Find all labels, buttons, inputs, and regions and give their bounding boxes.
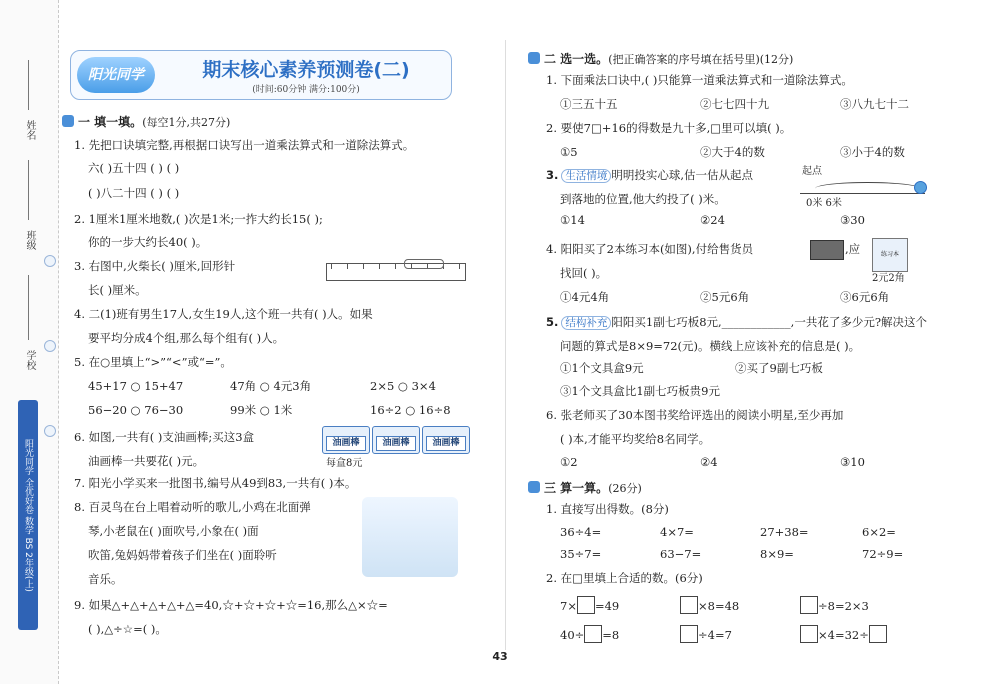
brand-logo: 阳光同学: [77, 57, 155, 93]
school-line: [28, 275, 29, 340]
exam-info: (时间:60分钟 满分:100分): [252, 85, 360, 95]
option: ③八九七十二: [840, 97, 909, 111]
binding-margin: [0, 0, 59, 684]
option: ②七七四十九: [700, 97, 769, 111]
calc-item: 4×7=: [660, 525, 694, 539]
calc-item: 35÷7=: [560, 547, 602, 561]
question-4-line2: 要平均分成4个组,那么每个组有( )人。: [88, 331, 285, 345]
name-line: [28, 60, 29, 110]
series-tag: 阳光同学 全优好卷 数学 BS 2年级(上): [18, 400, 38, 630]
fill-box-item: 7× =49: [560, 596, 619, 614]
option: ①4元4角: [560, 290, 610, 304]
fill-box-item: ÷8=2×3: [800, 596, 869, 614]
answer-box[interactable]: [869, 625, 887, 643]
option: ③1个文具盒比1副七巧板贵9元: [560, 384, 720, 398]
calc-item: 6×2=: [862, 525, 896, 539]
calc-item: 8×9=: [760, 547, 794, 561]
compare-item: 56−20 ○ 76−30: [88, 403, 184, 417]
fill-box-item: ×8=48: [680, 596, 739, 614]
compare-item: 16÷2 ○ 16÷8: [370, 403, 451, 417]
calc-1: 1. 直接写出得数。(8分): [546, 502, 669, 516]
question-4: 4. 二(1)班有男生17人,女生19人,这个班一共有( )人。如果: [74, 307, 373, 321]
page-number: 43: [492, 650, 508, 663]
question-8-line3: 吹笛,兔妈妈带着孩子们坐在( )面聆听: [88, 548, 277, 562]
music-scene-illustration: [362, 497, 458, 577]
distance-axis: 0米 6米: [806, 198, 842, 209]
crayon-box: 油画棒: [322, 426, 370, 454]
fill-box-item: ÷4=7: [680, 625, 732, 643]
answer-box[interactable]: [680, 596, 698, 614]
start-label: 起点: [802, 166, 822, 177]
binding-hole: [44, 255, 56, 267]
option: ①2: [560, 455, 578, 469]
fill-box-item: 40÷ =8: [560, 625, 619, 643]
ball-icon: [914, 181, 927, 194]
option: ③10: [840, 455, 865, 469]
section-badge-icon: [528, 52, 540, 64]
option: ③30: [840, 213, 865, 227]
section-badge-icon: [528, 481, 540, 493]
option: ②24: [700, 213, 725, 227]
name-field-label: 姓名: [24, 120, 35, 140]
crayon-box: 油画棒: [372, 426, 420, 454]
choice-5: 5. 结构补充 阳阳买1副七巧板8元,____________,一共花了多少元?解决这个: [546, 315, 927, 329]
question-2: 2. 1厘米1厘米地数,( )次是1米;一拃大约长15( );: [74, 212, 323, 226]
banknote-icon: [810, 240, 844, 260]
question-9-line2: ( ),△÷☆=( )。: [88, 622, 167, 636]
section-badge-icon: [62, 115, 74, 127]
question-1-row: ( )八二十四 ( ) ( ): [88, 186, 180, 200]
crayon-price: 每盒8元: [326, 458, 363, 469]
compare-item: 45+17 ○ 15+47: [88, 379, 184, 393]
choice-6-line2: ( )本,才能平均奖给8名同学。: [560, 432, 711, 446]
option: ①14: [560, 213, 585, 227]
crayon-box: 油画棒: [422, 426, 470, 454]
class-line: [28, 160, 29, 220]
section-choose-heading: 二 选一选。(把正确答案的序号填在括号里)(12分): [528, 50, 793, 67]
calc-2: 2. 在□里填上合适的数。(6分): [546, 571, 703, 585]
answer-box[interactable]: [577, 596, 595, 614]
question-7: 7. 阳光小学买来一批图书,编号从49到83,一共有( )本。: [74, 476, 357, 490]
option: ②4: [700, 455, 718, 469]
binding-hole: [44, 340, 56, 352]
question-5: 5. 在○里填上“>”“<”或“=”。: [74, 355, 232, 369]
option: ③小于4的数: [840, 145, 905, 159]
question-6-line2: 油画棒一共要花( )元。: [88, 454, 205, 468]
question-8-line4: 音乐。: [88, 572, 123, 586]
question-6: 6. 如图,一共有( )支油画棒;买这3盒: [74, 430, 255, 444]
question-1-row: 六( )五十四 ( ) ( ): [88, 161, 180, 175]
question-3-line2: 长( )厘米。: [88, 283, 147, 297]
calc-item: 36÷4=: [560, 525, 602, 539]
option: ②大于4的数: [700, 145, 765, 159]
choice-3-line2: 到落地的位置,他大约投了( )米。: [560, 192, 726, 206]
section-fill-heading: 一 填一填。(每空1分,共27分): [62, 113, 230, 130]
ruler-figure: [326, 263, 466, 281]
calc-item: 27+38=: [760, 525, 809, 539]
answer-box[interactable]: [680, 625, 698, 643]
choice-4: 4. 阳阳买了2本练习本(如图),付给售货员: [546, 242, 754, 256]
section-calc-heading: 三 算一算。(26分): [528, 479, 642, 496]
exam-header: [70, 50, 452, 100]
choice-1: 1. 下面乘法口诀中,( )只能算一道乘法算式和一道除法算式。: [546, 73, 853, 87]
notebook-price: 2元2角: [872, 273, 905, 284]
calc-item: 63−7=: [660, 547, 702, 561]
page-title: 期末核心素养预测卷(二): [202, 59, 410, 81]
question-2-line2: 你的一步大约长40( )。: [88, 235, 208, 249]
choice-4-suffix: ,应: [845, 242, 861, 256]
option: ①1个文具盒9元: [560, 361, 644, 375]
question-1: 1. 先把口诀填完整,再根据口诀写出一道乘法算式和一道除法算式。: [74, 138, 415, 152]
option: ①5: [560, 145, 578, 159]
compare-item: 47角 ○ 4元3角: [230, 379, 312, 393]
binding-hole: [44, 425, 56, 437]
question-3: 3. 右图中,火柴长( )厘米,回形针: [74, 259, 236, 273]
question-8: 8. 百灵鸟在台上唱着动听的歌儿,小鸡在北面弹: [74, 500, 311, 514]
ground-line: [800, 193, 925, 194]
choice-2: 2. 要使7□+16的得数是九十多,□里可以填( )。: [546, 121, 792, 135]
school-field-label: 学校: [24, 350, 35, 370]
choice-6: 6. 张老师买了30本图书奖给评选出的阅读小明星,至少再加: [546, 408, 844, 422]
fill-box-item: ×4=32÷: [800, 625, 887, 643]
choice-4-line2: 找回( )。: [560, 266, 608, 280]
option: ②买了9副七巧板: [735, 361, 823, 375]
compare-item: 99米 ○ 1米: [230, 403, 293, 417]
notebook-figure: 练习本: [872, 238, 908, 272]
choice-5-line2: 问题的算式是8×9=72(元)。横线上应该补充的信息是( )。: [560, 339, 861, 353]
question-9: 9. 如果△+△+△+△+△=40,☆+☆+☆+☆=16,那么△×☆=: [74, 598, 388, 612]
answer-box[interactable]: [800, 596, 818, 614]
column-divider: [505, 40, 506, 650]
question-8-line2: 琴,小老鼠在( )面吹号,小象在( )面: [88, 524, 259, 538]
compare-item: 2×5 ○ 3×4: [370, 379, 436, 393]
paper-clip-figure: [404, 259, 444, 269]
option: ②5元6角: [700, 290, 750, 304]
option: ①三五十五: [560, 97, 618, 111]
answer-box[interactable]: [800, 625, 818, 643]
option: ③6元6角: [840, 290, 890, 304]
calc-item: 72÷9=: [862, 547, 904, 561]
choice-3: 3. 生活情境 明明投实心球,估一估从起点: [546, 168, 754, 182]
answer-box[interactable]: [584, 625, 602, 643]
class-field-label: 班级: [24, 230, 35, 250]
